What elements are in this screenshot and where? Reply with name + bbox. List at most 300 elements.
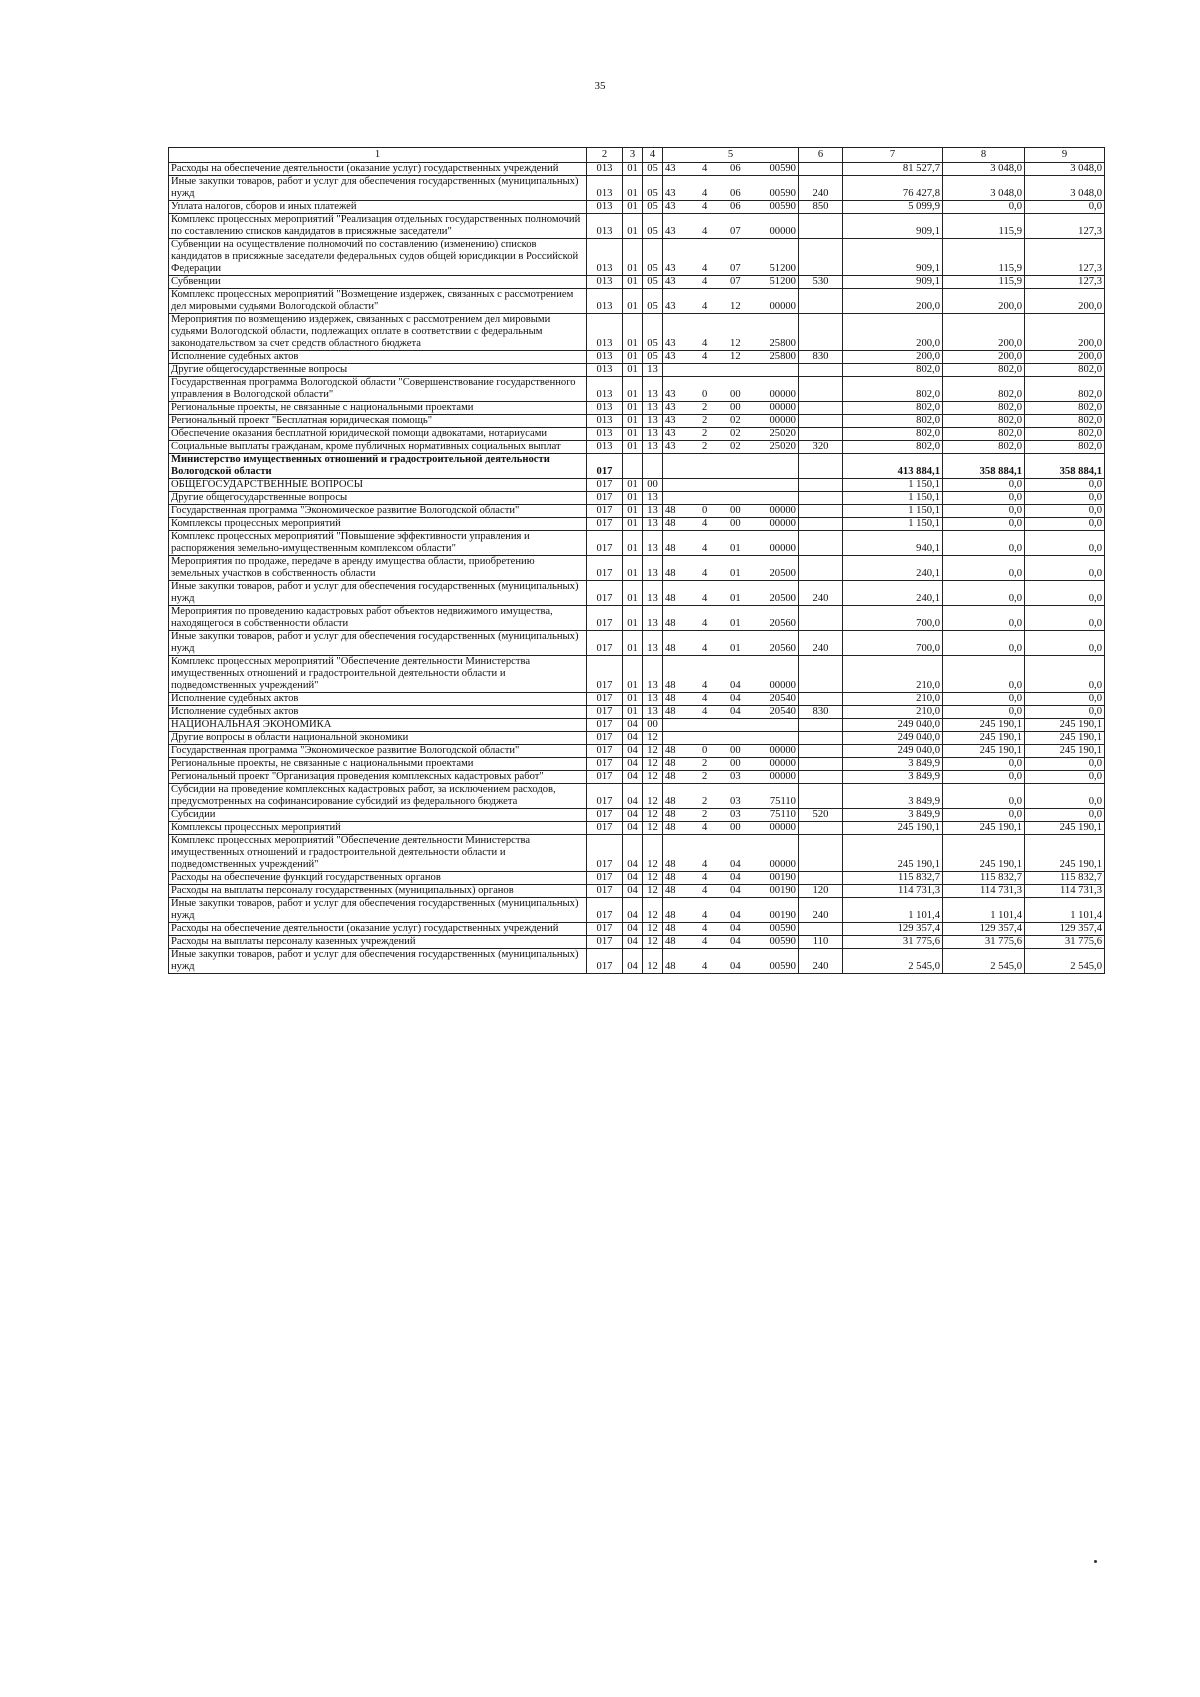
code-part: 4 [702,680,708,691]
code-part: 00000 [769,745,796,756]
ministry-code: 017 [587,581,623,606]
row-name: Расходы на обеспечение функций государственных органов [169,872,587,885]
code-part: 48 [665,568,676,579]
code-part: 43 [665,428,676,439]
amount-col7: 245 190,1 [843,822,943,835]
target-article-code [663,176,799,201]
table-row [169,479,1105,492]
code-part: 43 [665,201,676,212]
expense-type-code [799,693,843,706]
amount-col9: 0,0 [1025,518,1105,531]
amount-col8: 115,9 [943,276,1025,289]
amount-col8: 802,0 [943,377,1025,402]
code-part: 03 [730,771,741,782]
row-name: Комплекс процессных мероприятий "Повышение эффективности управления и распоряжения земельно-имущественным комплексом области" [169,531,587,556]
amount-col8: 358 884,1 [943,454,1025,479]
amount-col9: 358 884,1 [1025,454,1105,479]
code-part: 00000 [769,822,796,833]
amount-col7: 200,0 [843,351,943,364]
subsection-code: 13 [643,364,663,377]
amount-col8: 0,0 [943,531,1025,556]
ministry-code: 017 [587,706,623,719]
amount-col8: 200,0 [943,314,1025,351]
code-part: 04 [730,693,741,704]
code-part: 43 [665,351,676,362]
code-part: 00590 [769,163,796,174]
ministry-code: 013 [587,163,623,176]
code-part: 0 [702,389,708,400]
expense-type-code [799,656,843,693]
target-article-code [663,809,799,822]
target-article-code [663,314,799,351]
table-row [169,428,1105,441]
code-part: 2 [702,428,708,439]
table-row [169,314,1105,351]
code-part: 4 [702,923,708,934]
subsection-code: 12 [643,936,663,949]
code-part: 48 [665,923,676,934]
ministry-code: 013 [587,201,623,214]
subsection-code: 13 [643,581,663,606]
amount-col8: 0,0 [943,505,1025,518]
expense-type-code: 240 [799,949,843,974]
code-part: 51200 [769,276,796,287]
code-part: 43 [665,226,676,237]
ministry-code: 017 [587,872,623,885]
code-part: 04 [730,885,741,896]
amount-col7: 3 849,9 [843,771,943,784]
subsection-code: 13 [643,402,663,415]
code-part: 12 [730,301,741,312]
code-part: 48 [665,859,676,870]
amount-col9: 127,3 [1025,276,1105,289]
expense-type-code [799,719,843,732]
header-cell: 7 [843,148,943,163]
table-row [169,872,1105,885]
expense-type-code [799,163,843,176]
code-part: 00590 [769,201,796,212]
row-name: Иные закупки товаров, работ и услуг для обеспечения государственных (муниципальных) нужд [169,176,587,201]
ministry-code: 013 [587,314,623,351]
code-part: 2 [702,809,708,820]
row-name: Субсидии на проведение комплексных кадастровых работ, за исключением расходов, предусмотренных на софинансирование субсидий из федерального бюджета [169,784,587,809]
code-part: 43 [665,188,676,199]
amount-col7: 3 849,9 [843,758,943,771]
ministry-code: 017 [587,885,623,898]
code-part: 48 [665,758,676,769]
code-part: 00000 [769,859,796,870]
section-code: 04 [623,758,643,771]
amount-col9: 0,0 [1025,771,1105,784]
expense-type-code [799,835,843,872]
row-name: Комплекс процессных мероприятий "Реализация отдельных государственных полномочий по составлению списков кандидатов в присяжные заседатели" [169,214,587,239]
amount-col7: 413 884,1 [843,454,943,479]
code-part: 07 [730,276,741,287]
code-part: 4 [702,188,708,199]
code-part: 4 [702,859,708,870]
amount-col8: 114 731,3 [943,885,1025,898]
code-part: 12 [730,351,741,362]
code-part: 4 [702,263,708,274]
section-code: 04 [623,822,643,835]
amount-col9: 200,0 [1025,289,1105,314]
target-article-code [663,949,799,974]
section-code: 04 [623,872,643,885]
table-row [169,176,1105,201]
section-code: 04 [623,784,643,809]
subsection-code: 12 [643,758,663,771]
amount-col8: 0,0 [943,693,1025,706]
ministry-code: 017 [587,505,623,518]
expense-type-code: 830 [799,351,843,364]
amount-col8: 0,0 [943,809,1025,822]
code-part: 04 [730,706,741,717]
header-cell: 4 [643,148,663,163]
subsection-code: 12 [643,898,663,923]
code-part: 2 [702,796,708,807]
subsection-code: 00 [643,719,663,732]
code-part: 0 [702,745,708,756]
amount-col8: 115,9 [943,214,1025,239]
code-part: 48 [665,643,676,654]
section-code: 01 [623,706,643,719]
subsection-code: 12 [643,784,663,809]
target-article-code [663,758,799,771]
code-part: 20560 [769,618,796,629]
code-part: 48 [665,796,676,807]
target-article-code [663,531,799,556]
table-row [169,936,1105,949]
expense-type-code [799,492,843,505]
ministry-code: 017 [587,949,623,974]
amount-col9: 0,0 [1025,492,1105,505]
amount-col7: 802,0 [843,364,943,377]
row-name: Комплекс процессных мероприятий "Возмещение издержек, связанных с рассмотрением дел мировыми судьями Вологодской области" [169,289,587,314]
code-part: 01 [730,593,741,604]
subsection-code: 13 [643,531,663,556]
expense-type-code [799,402,843,415]
subsection-code: 12 [643,949,663,974]
ministry-code: 013 [587,441,623,454]
section-code [623,454,643,479]
target-article-code [663,556,799,581]
section-code: 01 [623,428,643,441]
amount-col7: 210,0 [843,693,943,706]
table-row [169,518,1105,531]
table-row [169,784,1105,809]
section-code: 01 [623,239,643,276]
amount-col9: 802,0 [1025,428,1105,441]
code-part: 02 [730,441,741,452]
section-code: 01 [623,364,643,377]
subsection-code: 13 [643,415,663,428]
row-name: ОБЩЕГОСУДАРСТВЕННЫЕ ВОПРОСЫ [169,479,587,492]
code-part: 48 [665,910,676,921]
target-article-code [663,492,799,505]
table-row [169,289,1105,314]
target-article-code [663,364,799,377]
expense-type-code [799,377,843,402]
amount-col9: 1 101,4 [1025,898,1105,923]
ministry-code: 017 [587,479,623,492]
row-name: НАЦИОНАЛЬНАЯ ЭКОНОМИКА [169,719,587,732]
amount-col9: 802,0 [1025,415,1105,428]
amount-col7: 1 150,1 [843,518,943,531]
section-code: 01 [623,214,643,239]
amount-col8: 0,0 [943,656,1025,693]
target-article-code [663,276,799,289]
code-part: 43 [665,276,676,287]
code-part: 00000 [769,543,796,554]
code-part: 4 [702,643,708,654]
row-name: Иные закупки товаров, работ и услуг для обеспечения государственных (муниципальных) нужд [169,949,587,974]
code-part: 03 [730,809,741,820]
subsection-code: 05 [643,214,663,239]
target-article-code [663,415,799,428]
amount-col9: 802,0 [1025,441,1105,454]
amount-col7: 245 190,1 [843,835,943,872]
code-part: 04 [730,961,741,972]
amount-col7: 802,0 [843,415,943,428]
table-row [169,898,1105,923]
table-row [169,732,1105,745]
ministry-code: 017 [587,809,623,822]
expense-type-code: 120 [799,885,843,898]
target-article-code [663,428,799,441]
section-code: 01 [623,518,643,531]
row-name: Субвенции [169,276,587,289]
amount-col9: 0,0 [1025,656,1105,693]
ministry-code: 013 [587,377,623,402]
row-name: Государственная программа "Экономическое развитие Вологодской области" [169,505,587,518]
target-article-code [663,505,799,518]
table-row [169,822,1105,835]
amount-col9: 3 048,0 [1025,163,1105,176]
amount-col9: 127,3 [1025,239,1105,276]
row-name: Мероприятия по возмещению издержек, связанных с рассмотрением дел мировыми судьями Вологодской области, подлежащих оплате в соответствии с федеральным законодательством за счет средств областного бюджета [169,314,587,351]
expense-type-code [799,822,843,835]
page-number: 35 [594,80,606,92]
target-article-code [663,163,799,176]
target-article-code [663,822,799,835]
code-part: 20500 [769,568,796,579]
target-article-code [663,706,799,719]
code-part: 12 [730,338,741,349]
code-part: 4 [702,568,708,579]
amount-col9: 114 731,3 [1025,885,1105,898]
expense-type-code [799,732,843,745]
row-name: Обеспечение оказания бесплатной юридической помощи адвокатами, нотариусами [169,428,587,441]
code-part: 2 [702,415,708,426]
code-part: 01 [730,643,741,654]
table-row [169,693,1105,706]
code-part: 4 [702,693,708,704]
section-code: 01 [623,314,643,351]
subsection-code: 13 [643,492,663,505]
expense-type-code [799,364,843,377]
table-row [169,809,1105,822]
amount-col7: 802,0 [843,441,943,454]
code-part: 2 [702,758,708,769]
code-part: 43 [665,389,676,400]
section-code: 01 [623,163,643,176]
row-name: Мероприятия по продаже, передаче в аренду имущества области, приобретению земельных участков в собственность области [169,556,587,581]
expense-type-code: 240 [799,176,843,201]
subsection-code: 12 [643,872,663,885]
section-code: 01 [623,531,643,556]
amount-col9: 127,3 [1025,214,1105,239]
amount-col8: 129 357,4 [943,923,1025,936]
code-part: 48 [665,518,676,529]
code-part: 4 [702,910,708,921]
target-article-code [663,441,799,454]
subsection-code: 05 [643,351,663,364]
amount-col9: 115 832,7 [1025,872,1105,885]
code-part: 48 [665,936,676,947]
section-code: 01 [623,176,643,201]
code-part: 01 [730,543,741,554]
amount-col8: 0,0 [943,606,1025,631]
amount-col9: 0,0 [1025,693,1105,706]
code-part: 00 [730,758,741,769]
amount-col9: 245 190,1 [1025,732,1105,745]
code-part: 00590 [769,961,796,972]
ministry-code: 017 [587,606,623,631]
section-code: 01 [623,201,643,214]
row-name: Субвенции на осуществление полномочий по составлению (изменению) списков кандидатов в присяжные заседатели федеральных судов общей юрисдикции в Российской Федерации [169,239,587,276]
amount-col9: 802,0 [1025,364,1105,377]
row-name: Иные закупки товаров, работ и услуг для обеспечения государственных (муниципальных) нужд [169,631,587,656]
target-article-code [663,518,799,531]
section-code: 01 [623,276,643,289]
section-code: 04 [623,936,643,949]
row-name: Субсидии [169,809,587,822]
amount-col9: 0,0 [1025,631,1105,656]
code-part: 00000 [769,226,796,237]
target-article-code [663,201,799,214]
amount-col9: 245 190,1 [1025,719,1105,732]
section-code: 01 [623,693,643,706]
target-article-code [663,693,799,706]
row-name: Исполнение судебных актов [169,706,587,719]
amount-col8: 115,9 [943,239,1025,276]
amount-col9: 802,0 [1025,377,1105,402]
subsection-code: 05 [643,276,663,289]
amount-col8: 0,0 [943,581,1025,606]
expense-type-code [799,758,843,771]
header-cell: 8 [943,148,1025,163]
amount-col8: 200,0 [943,351,1025,364]
subsection-code: 13 [643,706,663,719]
code-part: 4 [702,961,708,972]
table-row [169,745,1105,758]
amount-col8: 0,0 [943,631,1025,656]
scan-dot [1094,1560,1097,1563]
amount-col7: 200,0 [843,314,943,351]
target-article-code [663,479,799,492]
amount-col7: 2 545,0 [843,949,943,974]
code-part: 00590 [769,188,796,199]
code-part: 4 [702,226,708,237]
amount-col8: 1 101,4 [943,898,1025,923]
amount-col7: 1 150,1 [843,505,943,518]
ministry-code: 017 [587,822,623,835]
amount-col7: 81 527,7 [843,163,943,176]
subsection-code [643,454,663,479]
amount-col8: 245 190,1 [943,745,1025,758]
code-part: 00 [730,505,741,516]
section-code: 01 [623,289,643,314]
code-part: 48 [665,593,676,604]
row-name: Региональные проекты, не связанные с национальными проектами [169,402,587,415]
table-row [169,758,1105,771]
amount-col9: 2 545,0 [1025,949,1105,974]
table-row [169,885,1105,898]
expense-type-code [799,214,843,239]
row-name: Другие вопросы в области национальной экономики [169,732,587,745]
code-part: 00000 [769,402,796,413]
code-part: 2 [702,771,708,782]
code-part: 48 [665,680,676,691]
code-part: 00000 [769,505,796,516]
code-part: 04 [730,923,741,934]
subsection-code: 12 [643,822,663,835]
ministry-code: 013 [587,428,623,441]
table-row [169,201,1105,214]
amount-col8: 0,0 [943,518,1025,531]
amount-col7: 129 357,4 [843,923,943,936]
section-code: 04 [623,949,643,974]
row-name: Исполнение судебных актов [169,351,587,364]
amount-col9: 245 190,1 [1025,822,1105,835]
code-part: 75110 [769,809,796,820]
code-part: 75110 [769,796,796,807]
amount-col7: 3 849,9 [843,784,943,809]
section-code: 01 [623,505,643,518]
amount-col7: 76 427,8 [843,176,943,201]
target-article-code [663,454,799,479]
target-article-code [663,745,799,758]
code-part: 2 [702,402,708,413]
amount-col9: 0,0 [1025,581,1105,606]
ministry-code: 017 [587,936,623,949]
section-code: 01 [623,377,643,402]
expense-type-code [799,771,843,784]
code-part: 4 [702,822,708,833]
code-part: 48 [665,885,676,896]
subsection-code: 12 [643,771,663,784]
code-part: 4 [702,885,708,896]
code-part: 00190 [769,872,796,883]
amount-col9: 200,0 [1025,351,1105,364]
row-name: Государственная программа Вологодской области "Совершенствование государственного управления в Вологодской области" [169,377,587,402]
section-code: 01 [623,402,643,415]
code-part: 43 [665,301,676,312]
expense-type-code [799,505,843,518]
expense-type-code [799,872,843,885]
amount-col7: 249 040,0 [843,732,943,745]
row-name: Комплекс процессных мероприятий "Обеспечение деятельности Министерства имущественных отношений и градостроительной деятельности области и подведомственных учреждений" [169,835,587,872]
amount-col7: 210,0 [843,656,943,693]
target-article-code [663,923,799,936]
table-row [169,531,1105,556]
section-code: 01 [623,556,643,581]
expense-type-code [799,239,843,276]
table-row [169,556,1105,581]
target-article-code [663,606,799,631]
ministry-code: 017 [587,631,623,656]
code-part: 07 [730,263,741,274]
